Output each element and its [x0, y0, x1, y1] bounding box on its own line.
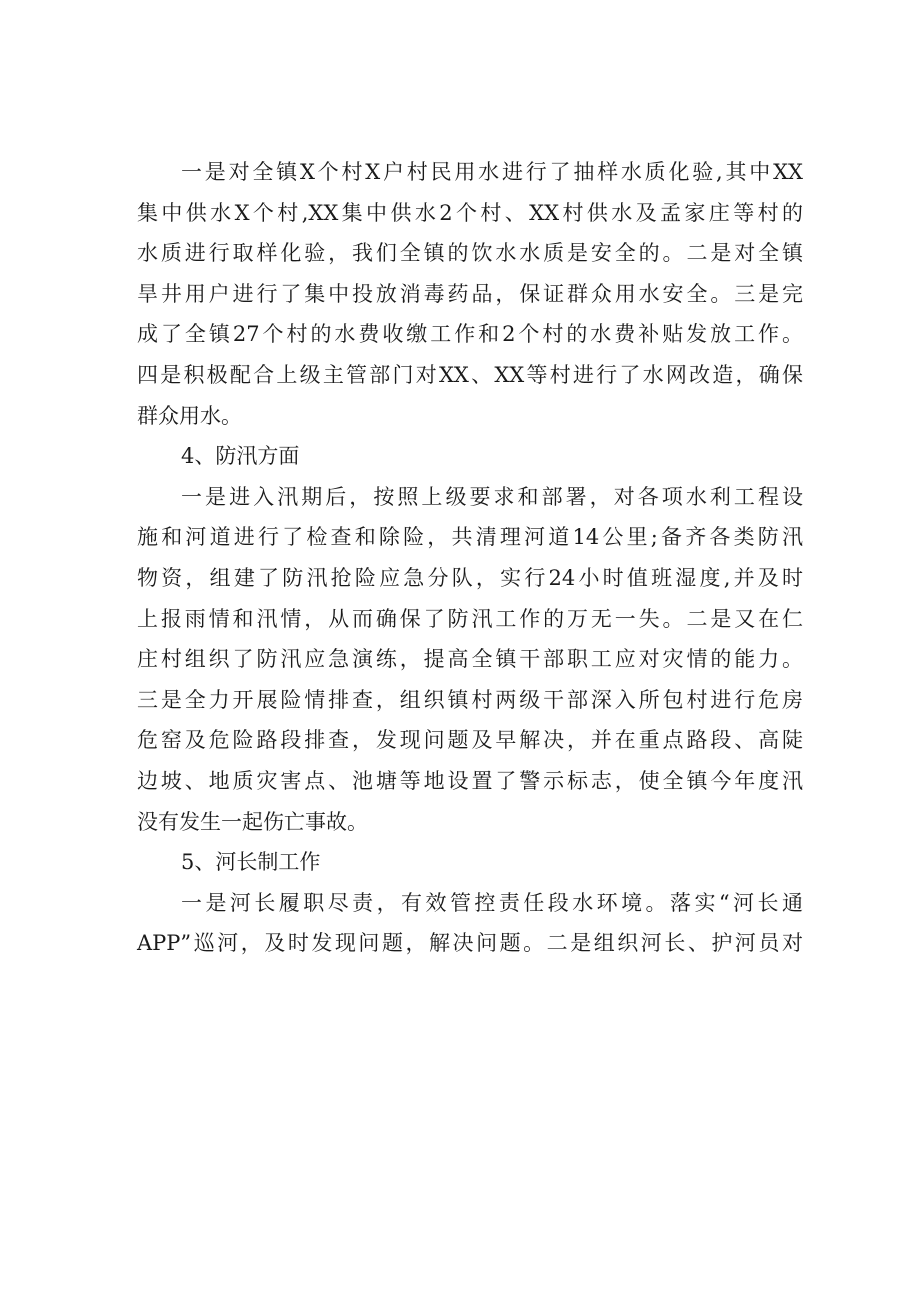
text-line: 四是积极配合上级主管部门对XX、XX等村进行了水网改造，确保 — [137, 362, 803, 387]
paragraph-water-quality — [137, 152, 803, 436]
text-line: 旱井用户进行了集中投放消毒药品，保证群众用水安全。三是完 — [137, 281, 803, 306]
text-line: 施和河道进行了检查和除险，共清理河道14公里;备齐各类防汛 — [137, 525, 803, 550]
paragraph-river-chief — [137, 883, 803, 964]
text-line: 一是对全镇X个村X户村民用水进行了抽样水质化验,其中XX — [181, 160, 803, 184]
document-body — [137, 152, 803, 964]
text-line: 危窑及危险路段排查，发现问题及早解决，并在重点路段、高陡 — [137, 728, 803, 753]
text-line: 物资，组建了防汛抢险应急分队，实行24小时值班湿度,并及时 — [137, 565, 803, 590]
text-line: APP”巡河，及时发现问题，解决问题。二是组织河长、护河员对 — [137, 931, 803, 956]
text-line: 边坡、地质灾害点、池塘等地设置了警示标志，使全镇今年度汛 — [137, 768, 803, 793]
text-line: 上报雨情和汛情，从而确保了防汛工作的万无一失。二是又在仁 — [137, 606, 803, 631]
paragraph-flood-control — [137, 477, 803, 842]
text-line: 成了全镇27个村的水费收缴工作和2个村的水费补贴发放工作。 — [137, 322, 803, 347]
text-line: 三是全力开展险情排查，组织镇村两级干部深入所包村进行危房 — [137, 687, 803, 712]
text-line: 一是进入汛期后，按照上级要求和部署，对各项水利工程设 — [181, 484, 803, 509]
text-line: 没有发生一起伤亡事故。 — [137, 809, 368, 834]
section-heading-text: 5、河长制工作 — [181, 850, 321, 875]
section-heading-flood-control — [137, 436, 803, 477]
text-line: 一是河长履职尽责，有效管控责任段水环境。落实“河长通 — [181, 890, 803, 915]
text-line: 水质进行取样化验，我们全镇的饮水水质是安全的。二是对全镇 — [137, 241, 803, 266]
text-line: 群众用水。 — [137, 403, 242, 428]
section-heading-river-chief — [137, 842, 803, 883]
section-heading-text: 4、防汛方面 — [181, 444, 300, 469]
text-line: 集中供水X个村,XX集中供水2个村、XX村供水及孟家庄等村的 — [137, 200, 803, 225]
text-line: 庄村组织了防汛应急演练，提高全镇干部职工应对灾情的能力。 — [137, 647, 803, 672]
